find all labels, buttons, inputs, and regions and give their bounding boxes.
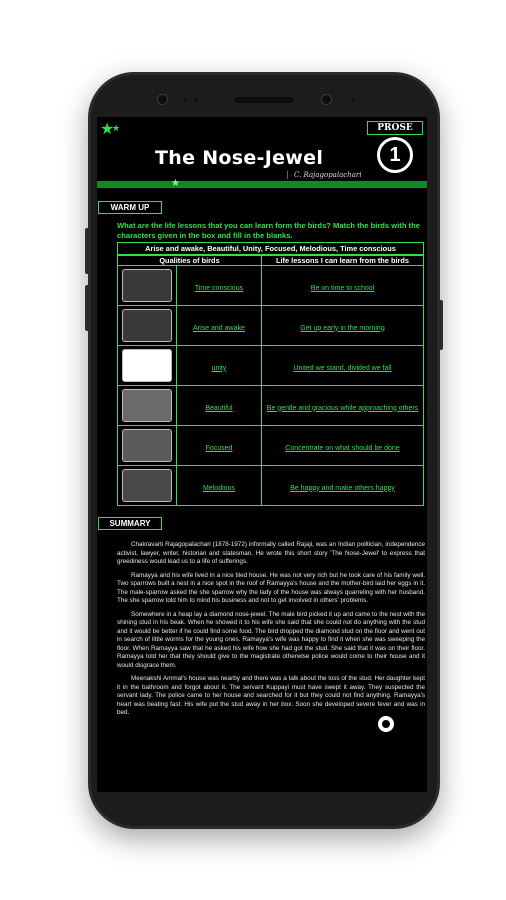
bird-cell	[118, 426, 177, 466]
lesson-link[interactable]: Be happy and make others happy	[290, 484, 395, 492]
power-button	[439, 300, 443, 350]
star-decoration-icon: ★	[112, 123, 121, 133]
column-header-lessons: Life lessons I can learn from the birds	[262, 256, 424, 266]
summary-paragraph: Somewhere in a heap lay a diamond nose-jewel. The male bird picked it up and came to the nest with the shining stud in his beak. When he showed it to his wife she said that she could not do anything with the stud and it would be better if he could find some food. The bird dropped the diamond stud on the floor and went out in search of little worms for the young ones. Ramayya's wife was happy to find it when she was sweeping the floor. When Ramayya saw that he asked his wife how she had got the stud. She said that it was on their floor. Ramayya told her that they should give to the magistrate otherwise police would come to their house and it would disgrace them.	[117, 610, 425, 669]
author-name: C. Rajagopalachari	[287, 171, 361, 179]
lesson-link[interactable]: Be gentle and gracious while approaching others	[266, 404, 419, 412]
eagle-icon	[122, 429, 172, 462]
crow-icon	[122, 349, 172, 382]
table-row	[118, 306, 424, 346]
volume-button	[85, 285, 89, 331]
quality-cell[interactable]	[177, 426, 262, 466]
lesson-cell[interactable]	[262, 466, 424, 506]
peacock-icon	[122, 389, 172, 422]
table-row	[118, 346, 424, 386]
table-header-row	[118, 256, 424, 266]
prose-badge: PROSE	[367, 121, 423, 135]
table-row	[118, 266, 424, 306]
summary-paragraph: Chakravarti Rajagopalachari (1878-1972) informally called Rajaji, was an Indian politician, independence activist, lawyer, writer, historian and statesman. He wrote this short story 'The Nose-Jewel' to express that greediness would lead us to a life of sufferings.	[117, 541, 425, 565]
summary-text	[117, 541, 425, 723]
lesson-cell[interactable]	[262, 346, 424, 386]
sensor-dot	[194, 98, 198, 102]
table-row	[118, 466, 424, 506]
sensor-dot	[183, 98, 187, 102]
word-box: Arise and awake, Beautiful, Unity, Focused, Melodious, Time conscious	[117, 242, 424, 255]
bird-cell	[118, 306, 177, 346]
quality-link[interactable]: Melodious	[203, 484, 235, 492]
lesson-cell[interactable]	[262, 426, 424, 466]
lesson-link[interactable]: Concentrate on what should be done	[285, 444, 400, 452]
bird-cell	[118, 386, 177, 426]
bird-cell	[118, 346, 177, 386]
quality-link[interactable]: Focused	[205, 444, 233, 452]
table-row	[118, 426, 424, 466]
front-camera-icon	[157, 94, 168, 105]
lesson-cell[interactable]	[262, 306, 424, 346]
app-screen[interactable]	[97, 117, 427, 792]
warm-up-question: What are the life lessons that you can learn form the birds? Match the birds with the characters given in the box and fill in the blanks.	[117, 221, 420, 240]
quality-cell[interactable]	[177, 466, 262, 506]
header-divider	[97, 178, 427, 189]
bird-cell	[118, 266, 177, 306]
sensor-dot	[351, 98, 355, 102]
lesson-link[interactable]: Be on time to school	[310, 284, 375, 292]
star-decoration-icon: ★	[100, 121, 115, 138]
volume-button	[85, 228, 89, 274]
birds-table	[117, 255, 424, 506]
quality-cell[interactable]	[177, 306, 262, 346]
quality-cell[interactable]	[177, 386, 262, 426]
bird-cell	[118, 466, 177, 506]
quality-cell[interactable]	[177, 266, 262, 306]
secondary-camera-icon	[321, 94, 332, 105]
settings-gear-icon[interactable]	[378, 716, 394, 732]
lesson-link[interactable]: Get up early in the morning	[300, 324, 385, 332]
warm-up-label: WARM UP	[98, 201, 162, 214]
summary-label: SUMMARY	[98, 517, 162, 530]
lesson-number-badge: 1	[377, 137, 413, 173]
page-title: The Nose-Jewel	[155, 147, 324, 169]
star-decoration-icon: ★	[171, 178, 180, 189]
quality-link[interactable]: Arise and awake	[193, 324, 245, 332]
rooster-icon	[122, 309, 172, 342]
column-header-qualities: Qualities of birds	[118, 256, 262, 266]
lesson-cell[interactable]	[262, 266, 424, 306]
speaker-grille	[234, 97, 294, 103]
nightingale-icon	[122, 469, 172, 502]
table-row	[118, 386, 424, 426]
quality-link[interactable]: unity	[211, 364, 227, 372]
quality-cell[interactable]	[177, 346, 262, 386]
lesson-cell[interactable]	[262, 386, 424, 426]
summary-paragraph: Meenakshi Ammal's house was nearby and there was a talk about the loss of the stud. Her daughter kept it in the bathroom and forgot about it. The servant Kuppayi must have swept it away. They suspected the servant lady. The police came to her house and searched for it but they could not find anything. Ramayya's heart was beating fast. His wife put the stud away in her box. Soon she developed severe fever and was in bed.	[117, 675, 425, 716]
summary-paragraph: Ramayya and his wife lived in a nice tiled house. He was not very rich but he took care of his family well. Two sparrows built a nest in a nice spot in the roof of Ramayya's house and the mother-bird laid her eggs in it. The male-sparrow asked the she sparrow why the lady of the house was always quarreling with her husband. The she sparrow told him to mind his business and not to get involved in others' problems.	[117, 571, 425, 604]
lesson-link[interactable]: United we stand, divided we fall	[293, 364, 392, 372]
quality-link[interactable]: Time conscious	[194, 284, 244, 292]
quality-link[interactable]: Beautiful	[205, 404, 233, 412]
pigeon-icon	[122, 269, 172, 302]
